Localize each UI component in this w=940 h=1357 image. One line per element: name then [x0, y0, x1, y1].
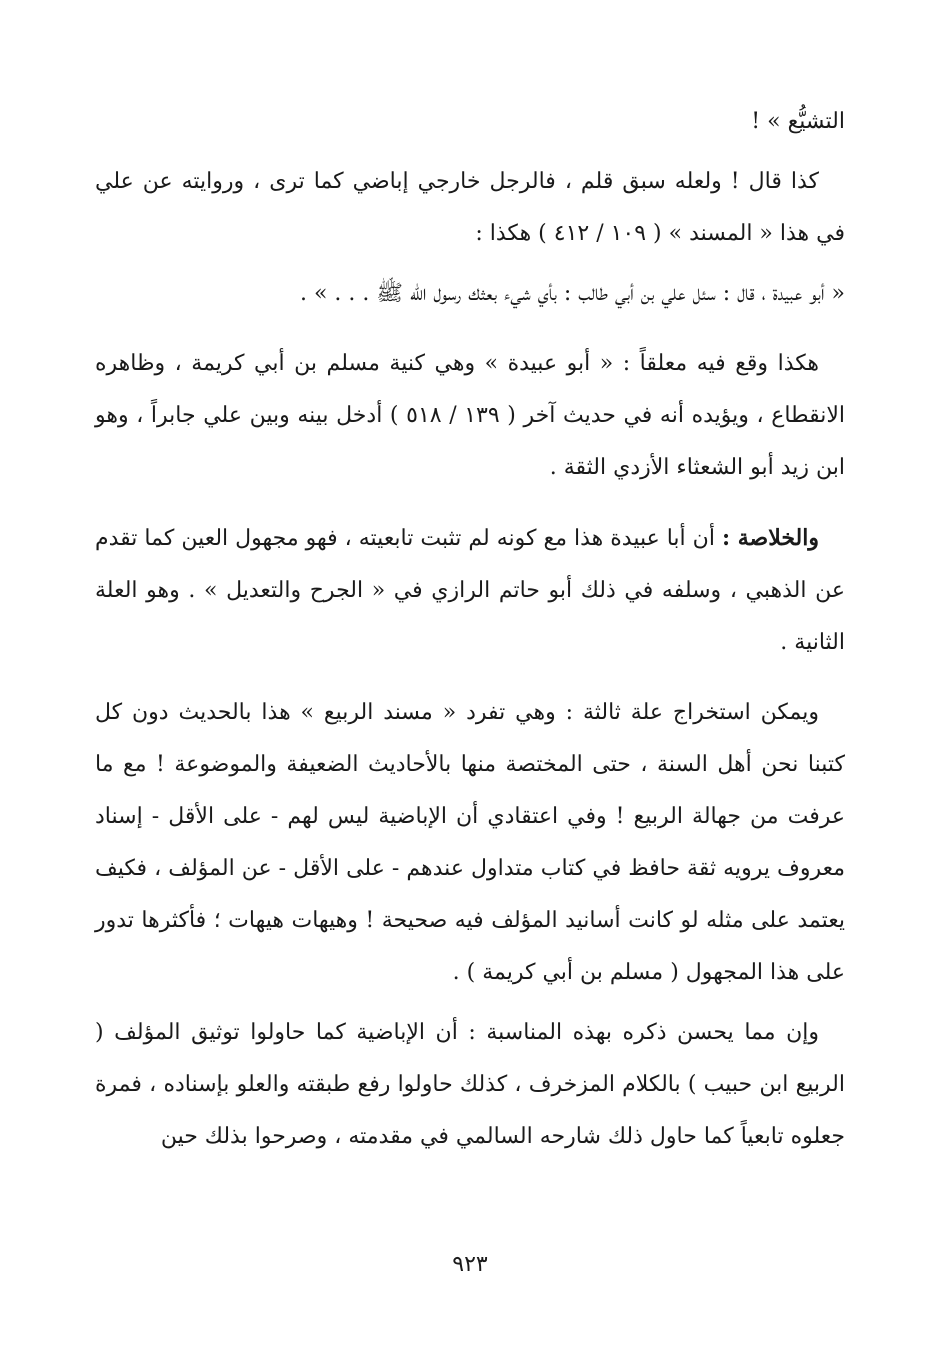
- page-body: [95, 96, 845, 1163]
- paragraph-conclusion: [95, 512, 845, 669]
- paragraph-3: هكذا وقع فيه معلقاً : « أبو عبيدة » وهي كنية مسلم بن أبي كريمة ، وظاهره الانقطاع ، ويؤيده أنه في حديث آخر ( ١٣٩ / ٥١٨ ) أدخل بينه وبين علي جابراً ، وهو ابن زيد أبو الشعثاء الأزدي الثقة .: [95, 351, 845, 480]
- conclusion-label: والخلاصة :: [721, 525, 819, 551]
- paragraph-5: ويمكن استخراج علة ثالثة : وهي تفرد « مسند الربيع » هذا بالحديث دون كل كتبنا نحن أهل السنة ، حتى المختصة منها بالأحاديث الضعيفة والموضوعة ! مع ما عرفت من جهالة الربيع ! وفي اعتقادي أن الإباضية ليس لهم - على الأقل - إسناد معروف يرويه ثقة حافظ في كتاب متداول عندهم - على الأقل - عن المؤلف ، فكيف يعتمد على مثله لو كانت أسانيد المؤلف فيه صحيحة ! وهيهات هيهات ؛ فأكثرها تدور على هذا المجهول ( مسلم بن أبي كريمة ) .: [95, 700, 845, 985]
- paragraph-continuation: التشيُّع » !: [751, 109, 845, 134]
- paragraph-1: كذا قال ! ولعله سبق قلم ، فالرجل خارجي إباضي كما ترى ، وروايته عن علي في هذا « المسند » ( ١٠٩ / ٤١٢ ) هكذا :: [95, 169, 845, 246]
- conclusion-text: أن أبا عبيدة هذا مع كونه لم تثبت تابعيته ، فهو مجهول العين كما تقدم عن الذهبي ، وسلفه في ذلك أبو حاتم الرازي في « الجرح والتعديل » . وهو العلة الثانية .: [95, 526, 845, 655]
- paragraph-6: وإن مما يحسن ذكره بهذه المناسبة : أن الإباضية كما حاولوا توثيق المؤلف ( الربيع ابن حبيب ) بالكلام المزخرف ، كذلك حاولوا رفع طبقته والعلو بإسناده ، فمرة جعلوه تابعياً كما حاول ذلك شارحه السالمي في مقدمته ، وصرحوا بذلك حين: [95, 1020, 845, 1149]
- paragraph-quote: « أبو عبيدة ، قال : سئل علي بن أبي طالب : بأي شيء بعثك رسول الله ﷺ . . . » .: [299, 281, 845, 306]
- page-number: ٩٢٣: [452, 1252, 488, 1277]
